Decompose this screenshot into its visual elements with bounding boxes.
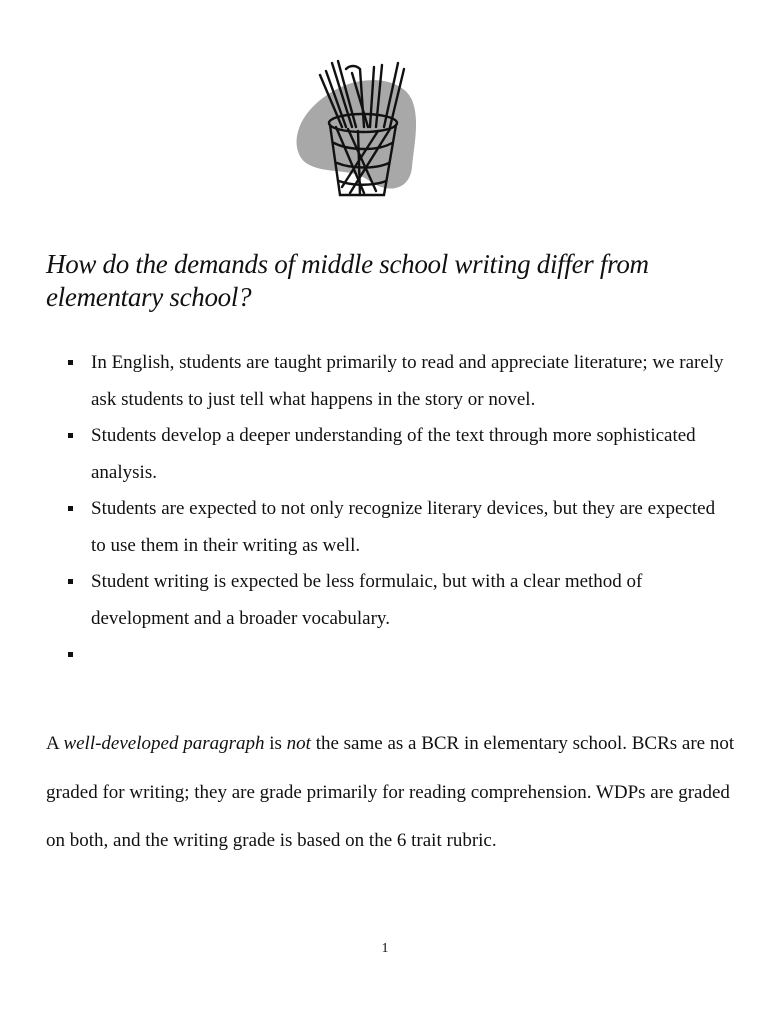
list-item-text: Student writing is expected be less formulaic, but with a clear method of development and a broader vocabulary. (91, 571, 643, 629)
list-item-text: Students are expected to not only recognize literary devices, but they are expected to use them in their writing as well. (91, 498, 716, 556)
body-paragraph (46, 720, 736, 866)
pencil-cup-icon (290, 55, 420, 205)
bullet-square-icon (68, 579, 73, 584)
paragraph-text: is (264, 733, 287, 754)
bullet-square-icon (68, 360, 73, 365)
bullet-square-icon (68, 652, 73, 657)
list-item (68, 418, 728, 491)
page-number: 1 (381, 941, 389, 956)
list-item (68, 564, 728, 637)
bullet-square-icon (68, 433, 73, 438)
list-item-empty (68, 637, 728, 667)
paragraph-text: A (46, 733, 64, 754)
list-item-text: In English, students are taught primarily to read and appreciate literature; we rarely ask students to just tell what happens in the story or novel. (91, 352, 724, 410)
bullet-square-icon (68, 506, 73, 511)
list-item-text: Students develop a deeper understanding of the text through more sophisticated analysis. (91, 425, 696, 483)
paragraph-text: the same as a BCR in elementary school. BCRs are not graded for writing; they are grade primarily for reading comprehension. WDPs are graded on both, and the writing grade is based on the 6 trait rubric. (46, 733, 735, 851)
paragraph-term: well-developed paragraph (63, 733, 265, 754)
page-heading: How do the demands of middle school writing differ from elementary school? (46, 249, 649, 312)
bullet-list (68, 345, 728, 667)
paragraph-emphasis: not (286, 733, 311, 754)
list-item (68, 491, 728, 564)
list-item (68, 345, 728, 418)
